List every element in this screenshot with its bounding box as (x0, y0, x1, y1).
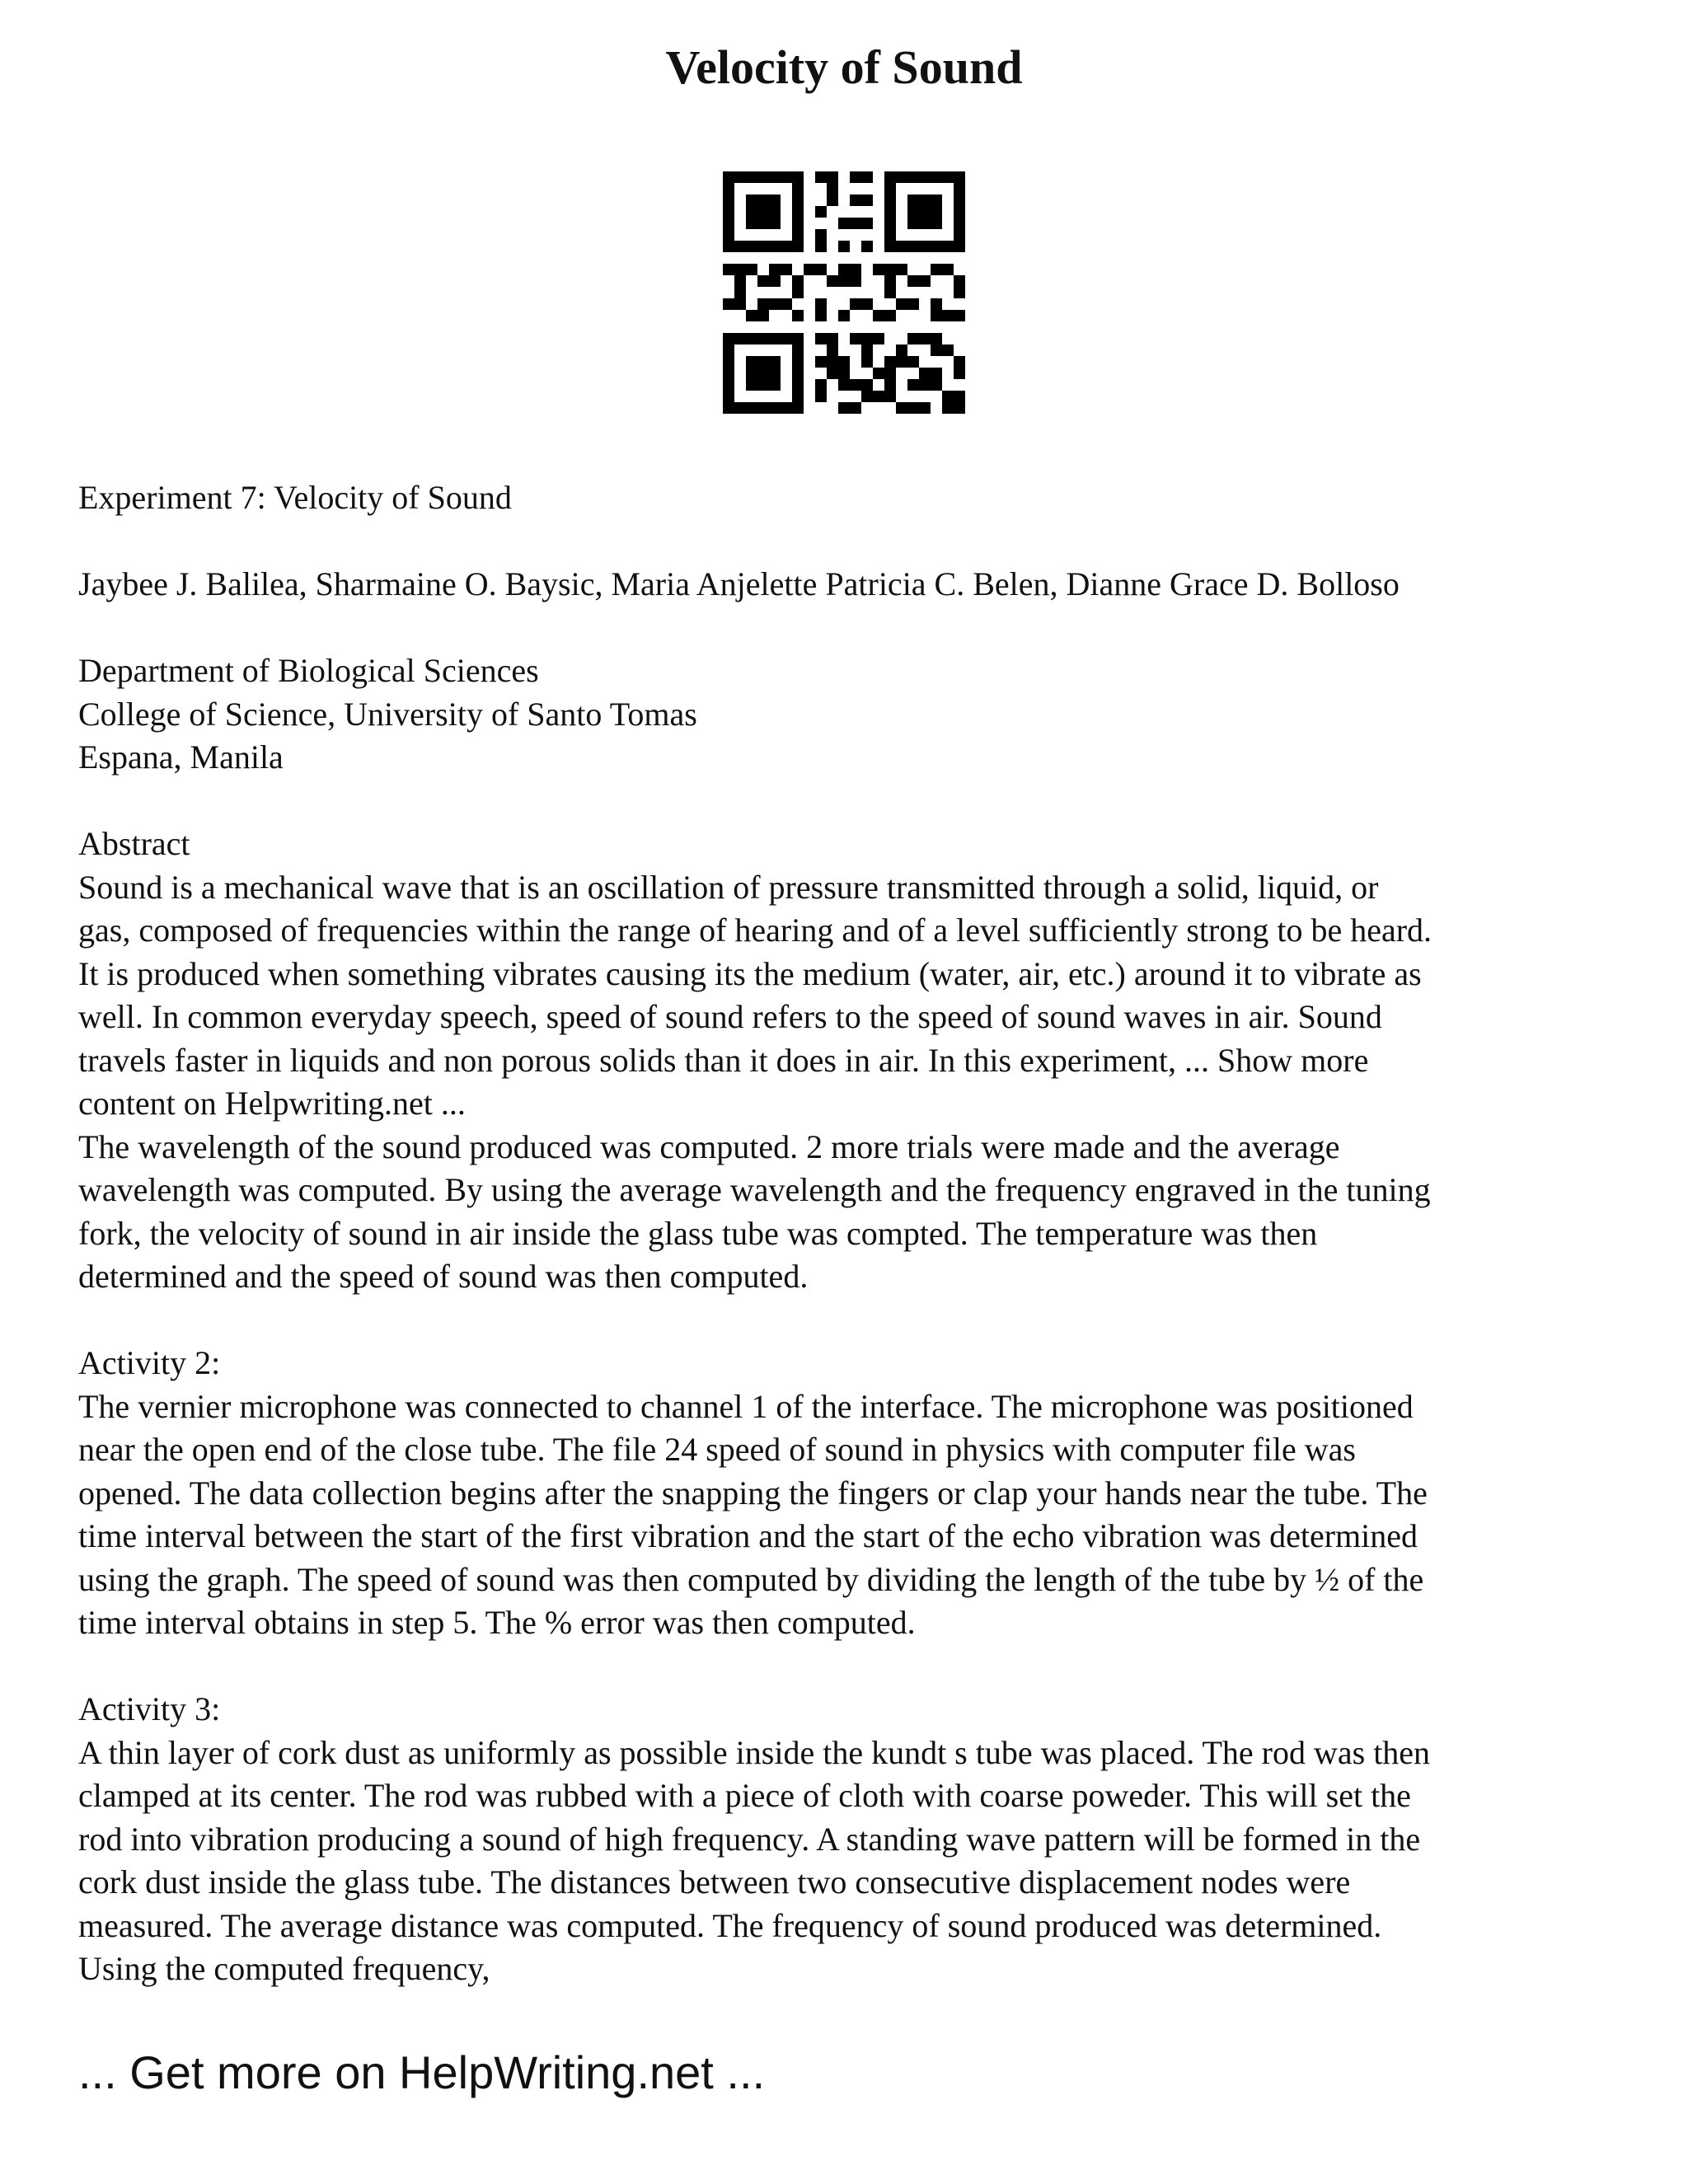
activity2-line: opened. The data collection begins after the snapping the fingers or clap your hands near the tube. The (78, 1474, 1428, 1511)
abstract-section (78, 823, 1644, 1299)
affiliation (78, 649, 1644, 780)
get-more-link[interactable]: ... Get more on HelpWriting.net ... (78, 2046, 766, 2098)
activity3-line: measured. The average distance was computed. The frequency of sound produced was determined. (78, 1906, 1382, 1944)
page-title: Velocity of Sound (665, 40, 1023, 94)
affiliation-department: Department of Biological Sciences (78, 652, 539, 689)
activity1-line: fork, the velocity of sound in air inside the glass tube was compted. The temperature was then (78, 1214, 1318, 1252)
document-body (78, 476, 1644, 2034)
activity3-line: clamped at its center. The rod was rubbed with a piece of cloth with coarse poweder. This will set the (78, 1777, 1411, 1814)
activity2-line: near the open end of the close tube. The file 24 speed of sound in physics with computer file was (78, 1431, 1356, 1468)
activity3-line: cork dust inside the glass tube. The distances between two consecutive displacement nodes were (78, 1863, 1351, 1900)
abstract-line: content on Helpwriting.net ... (78, 1085, 466, 1122)
activity3-line: rod into vibration producing a sound of high frequency. A standing wave pattern will be formed in the (78, 1820, 1421, 1858)
experiment-heading: Experiment 7: Velocity of Sound (78, 479, 512, 516)
abstract-heading: Abstract (78, 825, 190, 862)
activity3-section (78, 1688, 1644, 1991)
activity2-line: time interval between the start of the first vibration and the start of the echo vibration was determined (78, 1517, 1418, 1554)
activity3-heading: Activity 3: (78, 1690, 221, 1727)
activity2-line: time interval obtains in step 5. The % error was then computed. (78, 1604, 916, 1641)
activity3-line: Using the computed frequency, (78, 1950, 490, 1987)
authors: Jaybee J. Balilea, Sharmaine O. Baysic, Maria Anjelette Patricia C. Belen, Dianne Grace D. Bolloso (78, 565, 1400, 602)
abstract-line: Sound is a mechanical wave that is an oscillation of pressure transmitted through a solid, liquid, or (78, 868, 1379, 906)
activity1-line: wavelength was computed. By using the average wavelength and the frequency engraved in the tuning (78, 1171, 1431, 1208)
activity2-section (78, 1342, 1644, 1645)
activity1-line: The wavelength of the sound produced was computed. 2 more trials were made and the average (78, 1127, 1340, 1165)
affiliation-college: College of Science, University of Santo Tomas (78, 695, 697, 733)
abstract-line: gas, composed of frequencies within the range of hearing and of a level sufficiently strong to be heard. (78, 912, 1432, 949)
abstract-line: travels faster in liquids and non porous solids than it does in air. In this experiment, ... Show more (78, 1041, 1369, 1079)
activity2-heading: Activity 2: (78, 1344, 221, 1381)
activity2-line: using the graph. The speed of sound was then computed by dividing the length of the tube by ½ of the (78, 1560, 1424, 1598)
activity2-line: The vernier microphone was connected to channel 1 of the interface. The microphone was positioned (78, 1387, 1414, 1425)
qr-code-icon (723, 171, 965, 414)
activity1-line: determined and the speed of sound was then computed. (78, 1258, 809, 1295)
activity3-line: A thin layer of cork dust as uniformly as possible inside the kundt s tube was placed. The rod was then (78, 1733, 1431, 1771)
abstract-line: It is produced when something vibrates causing its the medium (water, air, etc.) around it to vibrate as (78, 954, 1422, 992)
abstract-line: well. In common everyday speech, speed of sound refers to the speed of sound waves in air. Sound (78, 998, 1382, 1035)
affiliation-location: Espana, Manila (78, 738, 284, 776)
